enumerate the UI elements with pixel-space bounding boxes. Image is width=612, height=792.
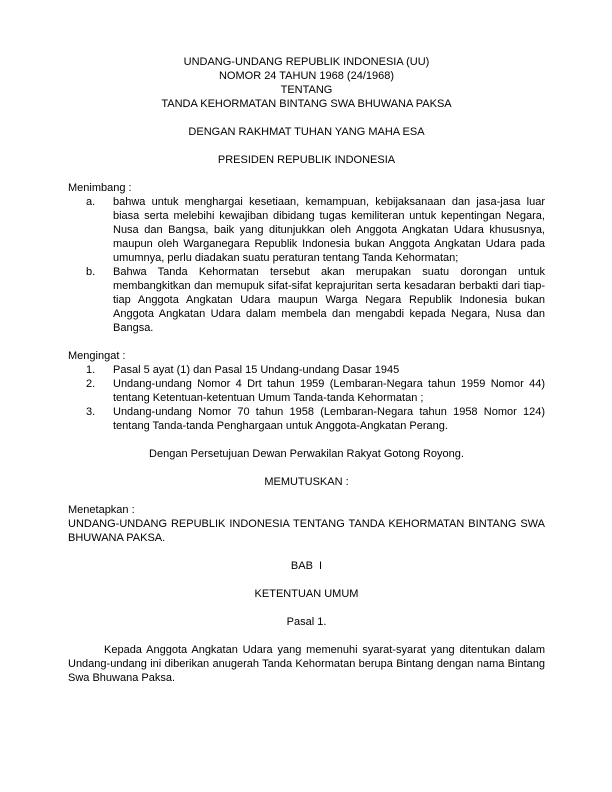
considering-item-b-text: Bahwa Tanda Kehormatan tersebut akan merupakan suatu dorongan untuk membangkitkan dan memupuk sifat-sifat keprajuritan serta kesadaran berbakti dari tiap-tiap Anggota Angkatan Udara maupun Warga Negara Republik Indonesia bukan Anggota Angkatan Udara dalam membela dan mengabdi kepada Negara, Nusa dan Bangsa. [113,266,545,334]
grace-line: DENGAN RAKHMAT TUHAN YANG MAHA ESA [188,126,425,138]
enactment-section [68,503,545,545]
considering-item-a-marker: a. [86,196,96,208]
considering-item-b-marker: b. [86,266,96,278]
recalling-item-1-marker: 1. [86,364,96,376]
doc-title-line-1: UNDANG-UNDANG REPUBLIK INDONESIA (UU) [183,56,430,68]
doc-title-line-3: TENTANG [280,84,333,96]
enactment-label: Menetapkan : [68,504,135,516]
doc-title-line-4: TANDA KEHORMATAN BINTANG SWA BHUWANA PAKSA [161,98,452,110]
enactment-text: UNDANG-UNDANG REPUBLIK INDONESIA TENTANG TANDA KEHORMATAN BINTANG SWA BHUWANA PAKSA. [68,518,545,544]
recalling-section [68,349,545,433]
recalling-item-2 [68,377,545,405]
chapter-title: KETENTUAN UMUM [254,588,359,600]
considering-section [68,181,545,335]
doc-title-line-2: NOMOR 24 TAHUN 1968 (24/1968) [218,70,395,82]
recalling-label: Mengingat : [68,350,126,362]
recalling-item-1 [68,363,545,377]
recalling-item-2-marker: 2. [86,378,96,390]
recalling-item-3-text: Undang-undang Nomor 70 tahun 1958 (Lembaran-Negara tahun 1958 Nomor 124) tentang Tanda-tanda Penghargaan untuk Anggota-Angkatan Perang. [113,406,545,432]
recalling-item-3-marker: 3. [86,406,96,418]
considering-item-a [68,195,545,265]
recalling-item-1-text: Pasal 5 ayat (1) dan Pasal 15 Undang-undang Dasar 1945 [113,364,400,376]
recalling-item-2-text: Undang-undang Nomor 4 Drt tahun 1959 (Lembaran-Negara tahun 1959 Nomor 44) tentang Ketentuan-ketentuan Umum Tanda-tanda Kehormatan ; [113,378,545,404]
article-heading: Pasal 1. [286,616,327,628]
considering-item-a-text: bahwa untuk menghargai kesetiaan, kemampuan, kebijaksanaan dan jasa-jasa luar biasa serta melebihi kewajiban dibidang tugas kemiliteran untuk kepentingan Negara, Nusa dan Bangsa, baik yang ditunjukkan oleh Anggota Angkatan Udara khususnya, maupun oleh Warganegara Republik Indonesia bukan Anggota Angkatan Udara pada umumnya, perlu diadakan suatu peraturan tentang Tanda Kehormatan; [113,196,545,264]
president-line: PRESIDEN REPUBLIK INDONESIA [217,154,396,166]
article-1-text: Kepada Anggota Angkatan Udara yang memenuhi syarat-syarat yang ditentukan dalam Undang-undang ini diberikan anugerah Tanda Kehormatan berupa Bintang dengan nama Bintang Swa Bhuwana Paksa. [68,644,545,684]
considering-item-b [68,265,545,335]
chapter-heading: BAB I [290,560,323,572]
approval-line: Dengan Persetujuan Dewan Perwakilan Rakyat Gotong Royong. [149,448,464,460]
decision-heading: MEMUTUSKAN : [264,476,349,488]
recalling-item-3 [68,405,545,433]
considering-label: Menimbang : [68,182,132,194]
